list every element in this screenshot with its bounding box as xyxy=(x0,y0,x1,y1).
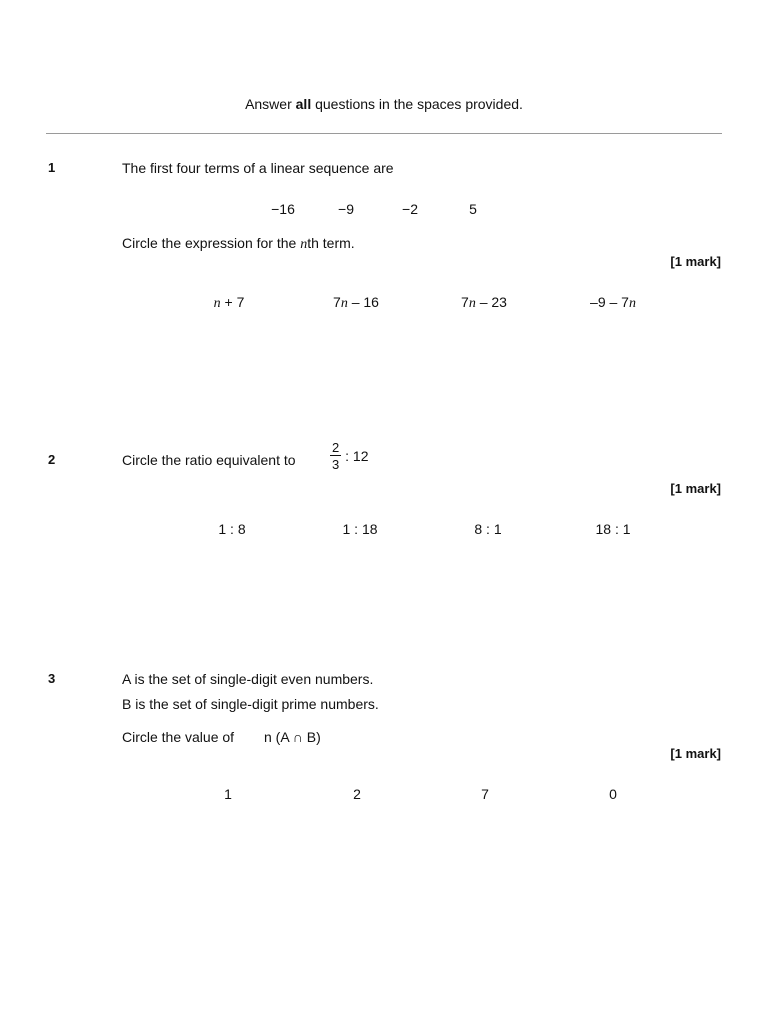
option-var: n xyxy=(340,296,348,311)
question-1-mark: [1 mark] xyxy=(670,254,721,269)
option-var: n xyxy=(628,296,636,311)
question-3-instruction: Circle the value of xyxy=(122,729,235,745)
sequence-term-3: −2 xyxy=(402,201,418,217)
question-2-number: 2 xyxy=(48,452,56,467)
question-1-text: The first four terms of a linear sequence are xyxy=(122,160,394,176)
fraction-denominator: 3 xyxy=(332,457,340,472)
question-1-option-2[interactable] xyxy=(296,294,416,312)
question-2-option-4[interactable]: 18 : 1 xyxy=(595,521,631,537)
ratio-fraction xyxy=(330,441,341,471)
instruction-bold: all xyxy=(295,96,312,112)
option-pre: –9 – 7 xyxy=(590,294,629,310)
question-1-option-4[interactable] xyxy=(553,294,673,312)
question-2-mark: [1 mark] xyxy=(670,481,721,496)
question-1-option-3[interactable] xyxy=(424,294,544,312)
question-1-instruction-prefix: Circle the expression for the xyxy=(122,235,301,251)
question-3-line-2: B is the set of single-digit prime numbers. xyxy=(122,696,379,712)
question-3-number: 3 xyxy=(48,671,56,686)
question-2-ratio xyxy=(330,441,368,471)
option-post: – 16 xyxy=(347,294,379,310)
question-1-number: 1 xyxy=(48,160,56,175)
question-2-text: Circle the ratio equivalent to xyxy=(122,452,296,468)
question-2-option-3[interactable]: 8 : 1 xyxy=(474,521,502,537)
sequence-term-1: −16 xyxy=(271,201,295,217)
option-var: n xyxy=(213,296,221,311)
question-3-expression: n (A ∩ B) xyxy=(264,729,321,745)
question-3-option-2[interactable]: 2 xyxy=(353,786,361,802)
question-1-instruction-suffix: th term. xyxy=(307,235,355,251)
question-3-line-1: A is the set of single-digit even numbers. xyxy=(122,671,374,687)
option-pre: 7 xyxy=(333,294,341,310)
page-instruction xyxy=(0,96,768,112)
option-rest: + 7 xyxy=(220,294,245,310)
instruction-suffix: questions in the spaces provided. xyxy=(311,96,523,112)
question-2-option-2[interactable]: 1 : 18 xyxy=(342,521,378,537)
question-3-option-4[interactable]: 0 xyxy=(609,786,617,802)
question-2-option-1[interactable]: 1 : 8 xyxy=(218,521,246,537)
fraction-numerator: 2 xyxy=(332,440,340,455)
question-3-mark: [1 mark] xyxy=(670,746,721,761)
instruction-prefix: Answer xyxy=(245,96,296,112)
question-1-instruction xyxy=(122,235,355,253)
option-post: – 23 xyxy=(475,294,507,310)
question-1-option-1[interactable] xyxy=(169,294,289,312)
option-pre: 7 xyxy=(461,294,469,310)
sequence-term-2: −9 xyxy=(338,201,354,217)
question-3-option-3[interactable]: 7 xyxy=(481,786,489,802)
ratio-suffix: : 12 xyxy=(345,448,369,464)
option-var: n xyxy=(468,296,476,311)
header-divider xyxy=(46,133,722,134)
sequence-term-4: 5 xyxy=(469,201,477,217)
question-1-instruction-var: n xyxy=(300,237,308,252)
question-3-option-1[interactable]: 1 xyxy=(224,786,232,802)
